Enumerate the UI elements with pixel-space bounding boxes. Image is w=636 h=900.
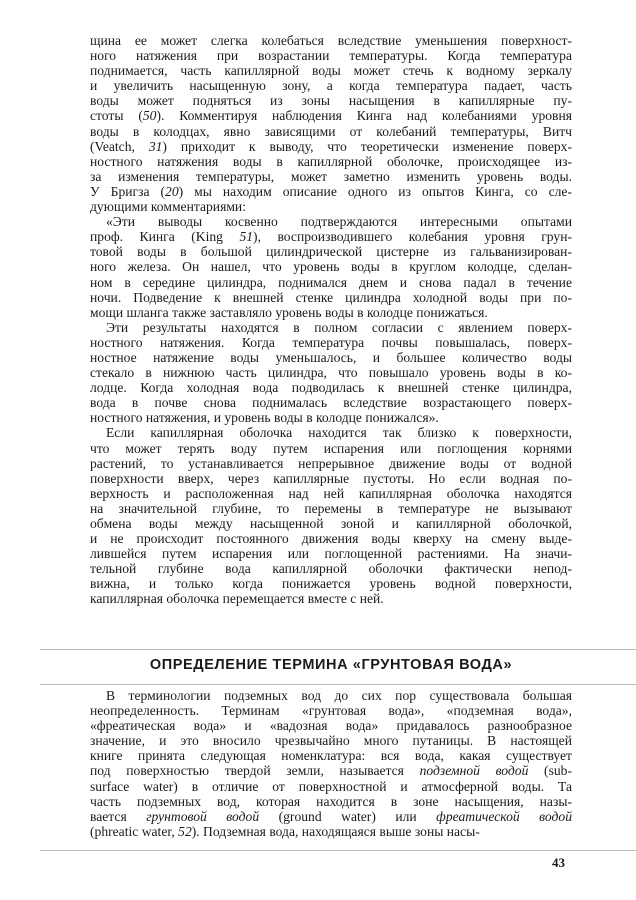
text-line: поверхности вверх, через капиллярные пустоты. Но если водная по- [90, 470, 572, 486]
text-line: тельной глубине вода капиллярной оболочки фактически непод- [90, 561, 572, 577]
italic-text: 52 [178, 823, 192, 839]
text-line: щина ее может слегка колебаться вследствие уменьшения поверхност- [90, 33, 572, 48]
text-line: обмена воды между насыщенной зоной и капиллярной оболочкой, [90, 516, 572, 531]
text-line: В терминологии подземных вод до сих пор существовала большая [106, 688, 572, 703]
text-line: неопределенность. Терминам «грунтовая вода», «подземная вода», [90, 703, 572, 719]
text-segment: (ground water) или [259, 808, 437, 824]
text-line: «фреатическая вода» и «вадозная вода» придавалось разнообразное [90, 718, 572, 734]
text-line: ностного натяжения, и уровень воды в колодце понижался». [90, 410, 439, 426]
text-line: ностного натяжения воды в капиллярной оболочке, происходящее из- [90, 153, 572, 169]
text-line: поднимается, часть капиллярной воды может стечь к водному зеркалу [90, 63, 572, 79]
text-segment: ). Подземная вода, находящаяся выше зоны насы- [191, 823, 480, 839]
text-line: ностное натяжение воды уменьшалось, и большее количество воды [90, 349, 572, 365]
italic-text: фреатической водой [436, 808, 572, 824]
text-line: surface water) в отличие от поверхностной и атмосферной воды. Та [90, 778, 572, 794]
text-segment: У Бригза ( [90, 183, 166, 199]
text-line: товой воды в большой цилиндрической цистерне из гальванизирован- [90, 244, 572, 260]
text-line: ном в середине цилиндра, поднимался днем и снова падал в течение [90, 274, 572, 290]
text-line: мощи шланга также заставляло уровень воды в колодце понижаться. [90, 304, 488, 320]
text-line [90, 108, 572, 123]
text-line: стекало в нижнюю часть цилиндра, что повышало уровень воды в ко- [90, 365, 572, 381]
text-line: лившейся путем испарения или поглощенной растениями. На значи- [90, 546, 572, 562]
text-line [90, 139, 572, 154]
text-line: и увеличить насыщенную зону, а когда температура падает, часть [90, 78, 572, 94]
text-line: книге принята следующая номенклатура: вся вода, какая существует [90, 748, 572, 764]
text-segment: под поверхностью твердой земли, называется [90, 763, 420, 779]
italic-text: подземной водой [419, 763, 529, 779]
text-segment: (Veatch, [90, 138, 149, 154]
text-line: «Эти выводы косвенно подтверждаются интересными опытами [106, 214, 572, 230]
text-line: растений, то устанавливается непрерывное движение воды от водной [90, 455, 572, 471]
text-line [90, 763, 572, 778]
scan-rule [40, 684, 636, 685]
italic-text: грунтовой водой [146, 808, 260, 824]
text-line: что может терять воду путем испарения или поглощения корнями [90, 440, 572, 456]
text-line: воды может подняться из зоны насыщения в капиллярные пу- [90, 93, 572, 109]
page-number: 43 [552, 855, 565, 870]
text-line: вижна, и только когда понижается уровень водной поверхности, [90, 576, 572, 592]
text-line: дующими комментариями: [90, 199, 246, 215]
text-line [90, 809, 572, 824]
text-line: воды в колодцах, явно зависящими от колебаний температуры, Витч [90, 123, 572, 139]
text-line: часть подземных вод, которая находится в зоне насыщения, назы- [90, 793, 572, 809]
text-segment: проф. Кинга (King [90, 229, 240, 245]
text-line [90, 824, 572, 839]
italic-text: 20 [165, 183, 179, 199]
text-line: за изменения температуры, может заметно изменить уровень воды. [90, 168, 572, 184]
text-segment: вается [90, 808, 147, 824]
section-text [90, 688, 572, 839]
scan-rule [40, 850, 636, 851]
section-heading: ОПРЕДЕЛЕНИЕ ТЕРМИНА «ГРУНТОВАЯ ВОДА» [149, 657, 513, 673]
text-segment: (sub- [528, 763, 572, 779]
text-line: ностного натяжения. Когда температура почвы повышалась, поверх- [90, 334, 572, 350]
body-text [90, 33, 572, 607]
text-segment: ). Комментируя наблюдения Кинга над колебаниями уровня [156, 108, 573, 124]
text-line: капиллярная оболочка перемещается вместе с ней. [90, 591, 384, 607]
text-line: верхность и расположенная над ней капиллярная оболочка находятся [90, 485, 572, 501]
text-line: вода в почве снова поднималась вследствие возрастающего поверх- [90, 395, 572, 411]
text-segment: ) приходит к выводу, что теоретически изменение поверх- [162, 138, 572, 154]
text-line [90, 184, 572, 199]
text-line [90, 229, 572, 244]
text-line: Эти результаты находятся в полном согласии с явлением поверх- [106, 319, 572, 335]
text-line: ночи. Подведение к внешней стенке цилиндра холодной воды при по- [90, 289, 572, 305]
text-line: значение, и это вносило чрезвычайно много путаницы. В настоящей [90, 733, 572, 749]
text-line: и не происходит постоянного движения воды кверху на смену выде- [90, 531, 572, 547]
text-line: Если капиллярная оболочка находится так близко к поверхности, [106, 425, 572, 441]
text-segment: стоты ( [90, 108, 143, 124]
text-segment: (phreatic water, [90, 823, 179, 839]
italic-text: 51 [239, 229, 254, 245]
text-segment: ), воспроизводившего колебания уровня грун- [253, 229, 572, 245]
text-line: ного железа. Он нашел, что уровень воды в круглом колодце, сделан- [90, 259, 572, 275]
italic-text: 31 [148, 138, 163, 154]
scan-rule [40, 649, 636, 650]
italic-text: 50 [142, 108, 157, 124]
text-line: ного натяжения при возрастании температуры. Когда температура [90, 48, 572, 64]
text-segment: ) мы находим описание одного из опытов Кинга, со сле- [178, 183, 572, 199]
text-line: на значительной глубине, то перемены в температуре не вызывают [90, 500, 572, 516]
text-line: лодце. Когда холодная вода подводилась к внешней стенке цилиндра, [90, 380, 572, 396]
